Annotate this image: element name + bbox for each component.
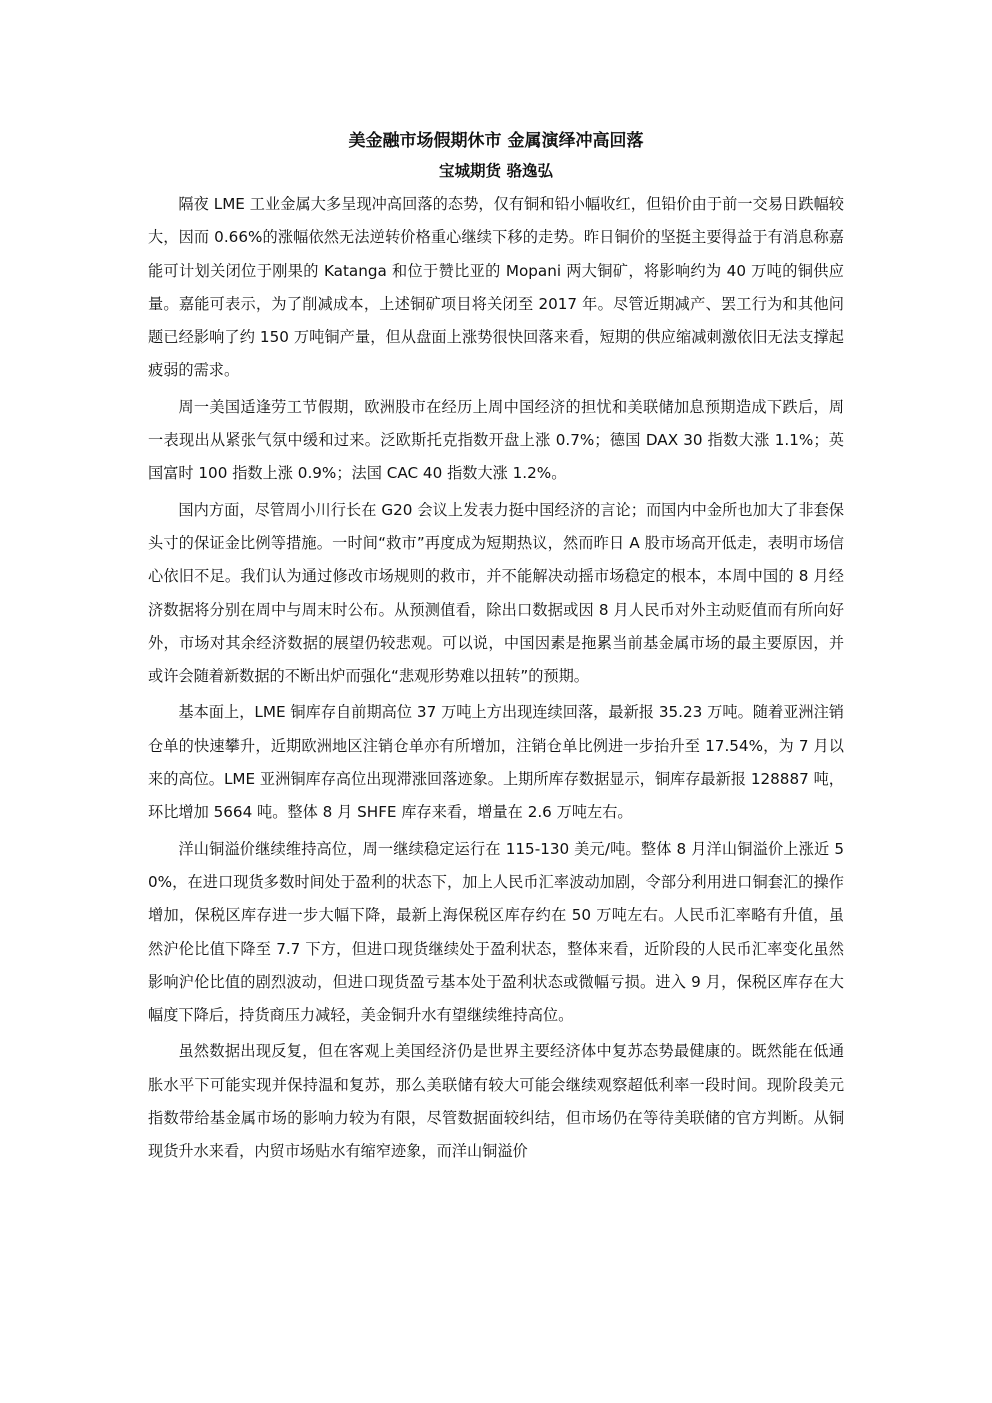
paragraph-us-economy: 虽然数据出现反复，但在客观上美国经济仍是世界主要经济体中复苏态势最健康的。既然能在低通胀水平下可能实现并保持温和复苏，那么美联储有较大可能会继续观察超低利率一段时间。现阶段美元指数带给基金属市场的影响力较为有限，尽管数据面较纠结，但市场仍在等待美联储的官方判断。从铜现货升水来看，内贸市场贴水有缩窄迹象，而洋山铜溢价 (148, 1042, 844, 1161)
paragraph-fundamentals: 基本面上，LME 铜库存自前期高位 37 万吨上方出现连续回落，最新报 35.23 万吨。随着亚洲注销仓单的快速攀升，近期欧洲地区注销仓单亦有所增加，注销仓单比例进一步抬升至 17.54%，为 7 月以来的高位。LME 亚洲铜库存高位出现滞涨回落迹象。上期所库存数据显示，铜库存最新报 128887 吨，环比增加 5664 吨。整体 8 月 SHFE 库存来看，增量在 2.6 万吨左右。 (148, 703, 844, 822)
paragraph-domestic: 国内方面，尽管周小川行长在 G20 会议上发表力挺中国经济的言论；而国内中金所也加大了非套保头寸的保证金比例等措施。一时间“救市”再度成为短期热议，然而昨日 A 股市场高开低走，表明市场信心依旧不足。我们认为通过修改市场规则的救市，并不能解决动摇市场稳定的根本，本周中国的 8 月经济数据将分别在周中与周末时公布。从预测值看，除出口数据或因 8 月人民币对外主动贬值而有所向好外，市场对其余经济数据的展望仍较悲观。可以说，中国因素是拖累当前基金属市场的最主要原因，并或许会随着新数据的不断出炉而强化“悲观形势难以扭转”的预期。 (148, 500, 844, 686)
article-body (148, 126, 844, 1172)
paragraph-yangshan-premium: 洋山铜溢价继续维持高位，周一继续稳定运行在 115-130 美元/吨。整体 8 月洋山铜溢价上涨近 50%，在进口现货多数时间处于盈利的状态下，加上人民币汇率波动加剧，令部分利用进口铜套汇的操作增加，保税区库存进一步大幅下降，最新上海保税区库存约在 50 万吨左右。人民币汇率略有升值，虽然沪伦比值下降至 7.7 下方，但进口现货继续处于盈利状态，整体来看，近阶段的人民币汇率变化虽然影响沪伦比值的剧烈波动，但进口现货盈亏基本处于盈利状态或微幅亏损。进入 9 月，保税区库存在大幅度下降后，持货商压力减轻，美金铜升水有望继续维持高位。 (148, 839, 844, 1025)
article-title: 美金融市场假期休市 金属演绎冲高回落 (348, 131, 644, 151)
paragraph-lme-market: 隔夜 LME 工业金属大多呈现冲高回落的态势，仅有铜和铅小幅收红，但铅价由于前一交易日跌幅较大，因而 0.66%的涨幅依然无法逆转价格重心继续下移的走势。昨日铜价的坚挺主要得益于有消息称嘉能可计划关闭位于刚果的 Katanga 和位于赞比亚的 Mopani 两大铜矿，将影响约为 40 万吨的铜供应量。嘉能可表示，为了削减成本，上述铜矿项目将关闭至 2017 年。尽管近期减产、罢工行为和其他问题已经影响了约 150 万吨铜产量，但从盘面上涨势很快回落来看，短期的供应缩减刺激依旧无法支撑起疲弱的需求。 (148, 195, 844, 380)
article-author: 宝城期货 骆逸弘 (439, 162, 553, 180)
paragraph-europe-stocks: 周一美国适逢劳工节假期，欧洲股市在经历上周中国经济的担忧和美联储加息预期造成下跌后，周一表现出从紧张气氛中缓和过来。泛欧斯托克指数开盘上涨 0.7%；德国 DAX 30 指数大涨 1.1%；英国富时 100 指数上涨 0.9%；法国 CAC 40 指数大涨 1.2%。 (148, 397, 844, 483)
